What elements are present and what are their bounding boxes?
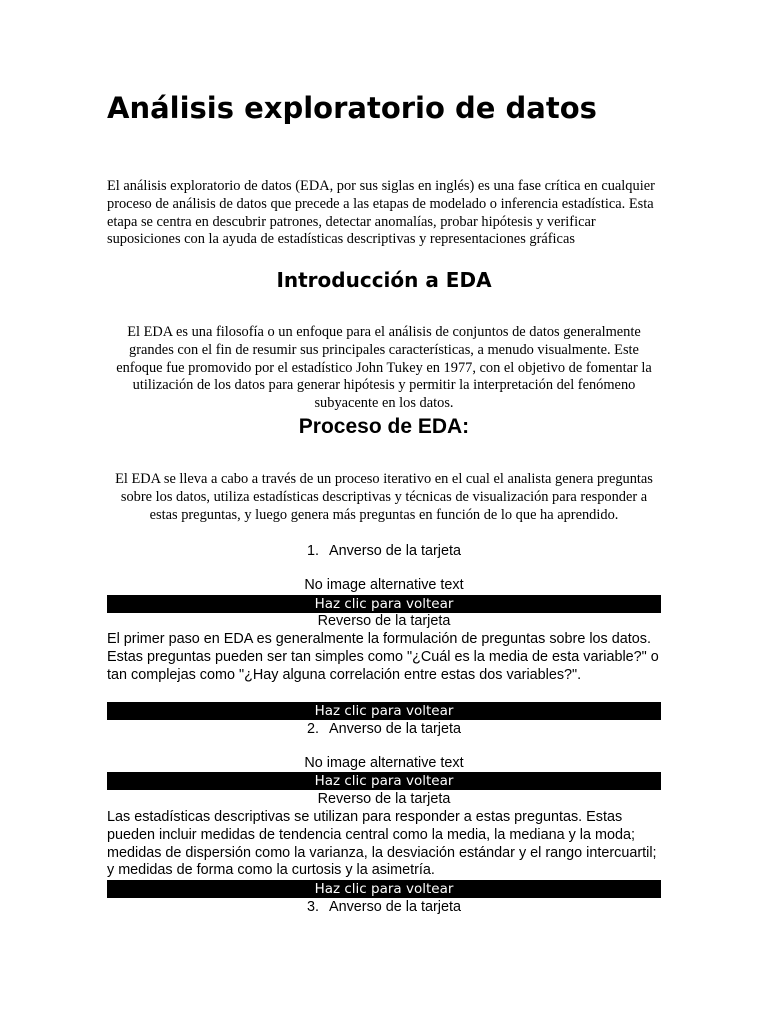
flashcard-2-back-flip-button[interactable]: Haz clic para voltear	[107, 880, 661, 898]
intro-paragraph: El análisis exploratorio de datos (EDA, por sus siglas en inglés) es una fase crítica en cualquier proceso de análisis de datos que precede a las etapas de modelado o inferencia estadística. Esta etapa se centra en descubrir patrones, detectar anomalías, probar hipótesis y verificar suposiciones con la ayuda de estadísticas descriptivas y representaciones gráficas	[107, 178, 655, 248]
introduction-paragraph: El EDA es una filosofía o un enfoque para el análisis de conjuntos de datos generalmente grandes con el fin de resumir sus principales características, a menudo visualmente. Este enfoque fue promovido por el estadístico John Tukey en 1977, con el objetivo de fomentar la utilización de los datos para generar hipótesis y permitir la interpretación del fenómeno subyacente en los datos.	[116, 324, 652, 412]
flashcard-2-image-alt: No image alternative text	[304, 755, 464, 771]
flashcard-3-front-label	[107, 899, 661, 917]
flashcard-1-image-alt: No image alternative text	[304, 577, 464, 593]
page-title: Análisis exploratorio de datos	[107, 91, 597, 125]
process-paragraph: El EDA se lleva a cabo a través de un proceso iterativo en el cual el analista genera preguntas sobre los datos, utiliza estadísticas descriptivas y técnicas de visualización para responder a estas preguntas, y luego genera más preguntas en función de lo que ha aprendido.	[115, 471, 653, 523]
flashcard-1-back-flip-button[interactable]: Haz clic para voltear	[107, 702, 661, 720]
flashcard-1-flip-button[interactable]: Haz clic para voltear	[107, 595, 661, 613]
flashcard-2-front-text: Anverso de la tarjeta	[329, 721, 461, 737]
flashcard-2-front-label	[107, 721, 661, 739]
flashcard-1-back-label: Reverso de la tarjeta	[317, 613, 451, 629]
flashcard-3-front-text: Anverso de la tarjeta	[329, 899, 461, 915]
flashcard-1-back-text: El primer paso en EDA es generalmente la formulación de preguntas sobre los datos. Estas preguntas pueden ser tan simples como "¿Cuál es la media de esta variable?" o tan complejas como "¿Hay alguna correlación entre estas dos variables?".	[107, 631, 659, 683]
flashcard-2-back-label: Reverso de la tarjeta	[317, 791, 451, 807]
section-heading-introduction: Introducción a EDA	[276, 268, 492, 292]
flashcard-2-back-text: Las estadísticas descriptivas se utilizan para responder a estas preguntas. Estas pueden incluir medidas de tendencia central como la media, la mediana y la moda; medidas de dispersión como la varianza, la desviación estándar y el rango intercuartil; y medidas de forma como la curtosis y la asimetría.	[107, 809, 657, 879]
flashcard-2-flip-button[interactable]: Haz clic para voltear	[107, 772, 661, 790]
section-heading-process: Proceso de EDA:	[298, 415, 470, 438]
flashcard-1-number: 1.	[307, 543, 320, 559]
flashcard-2-number: 2.	[307, 721, 320, 737]
flashcard-3-number: 3.	[307, 899, 320, 915]
flashcard-1-front-text: Anverso de la tarjeta	[329, 543, 461, 559]
flashcard-1-front-label	[107, 543, 661, 561]
